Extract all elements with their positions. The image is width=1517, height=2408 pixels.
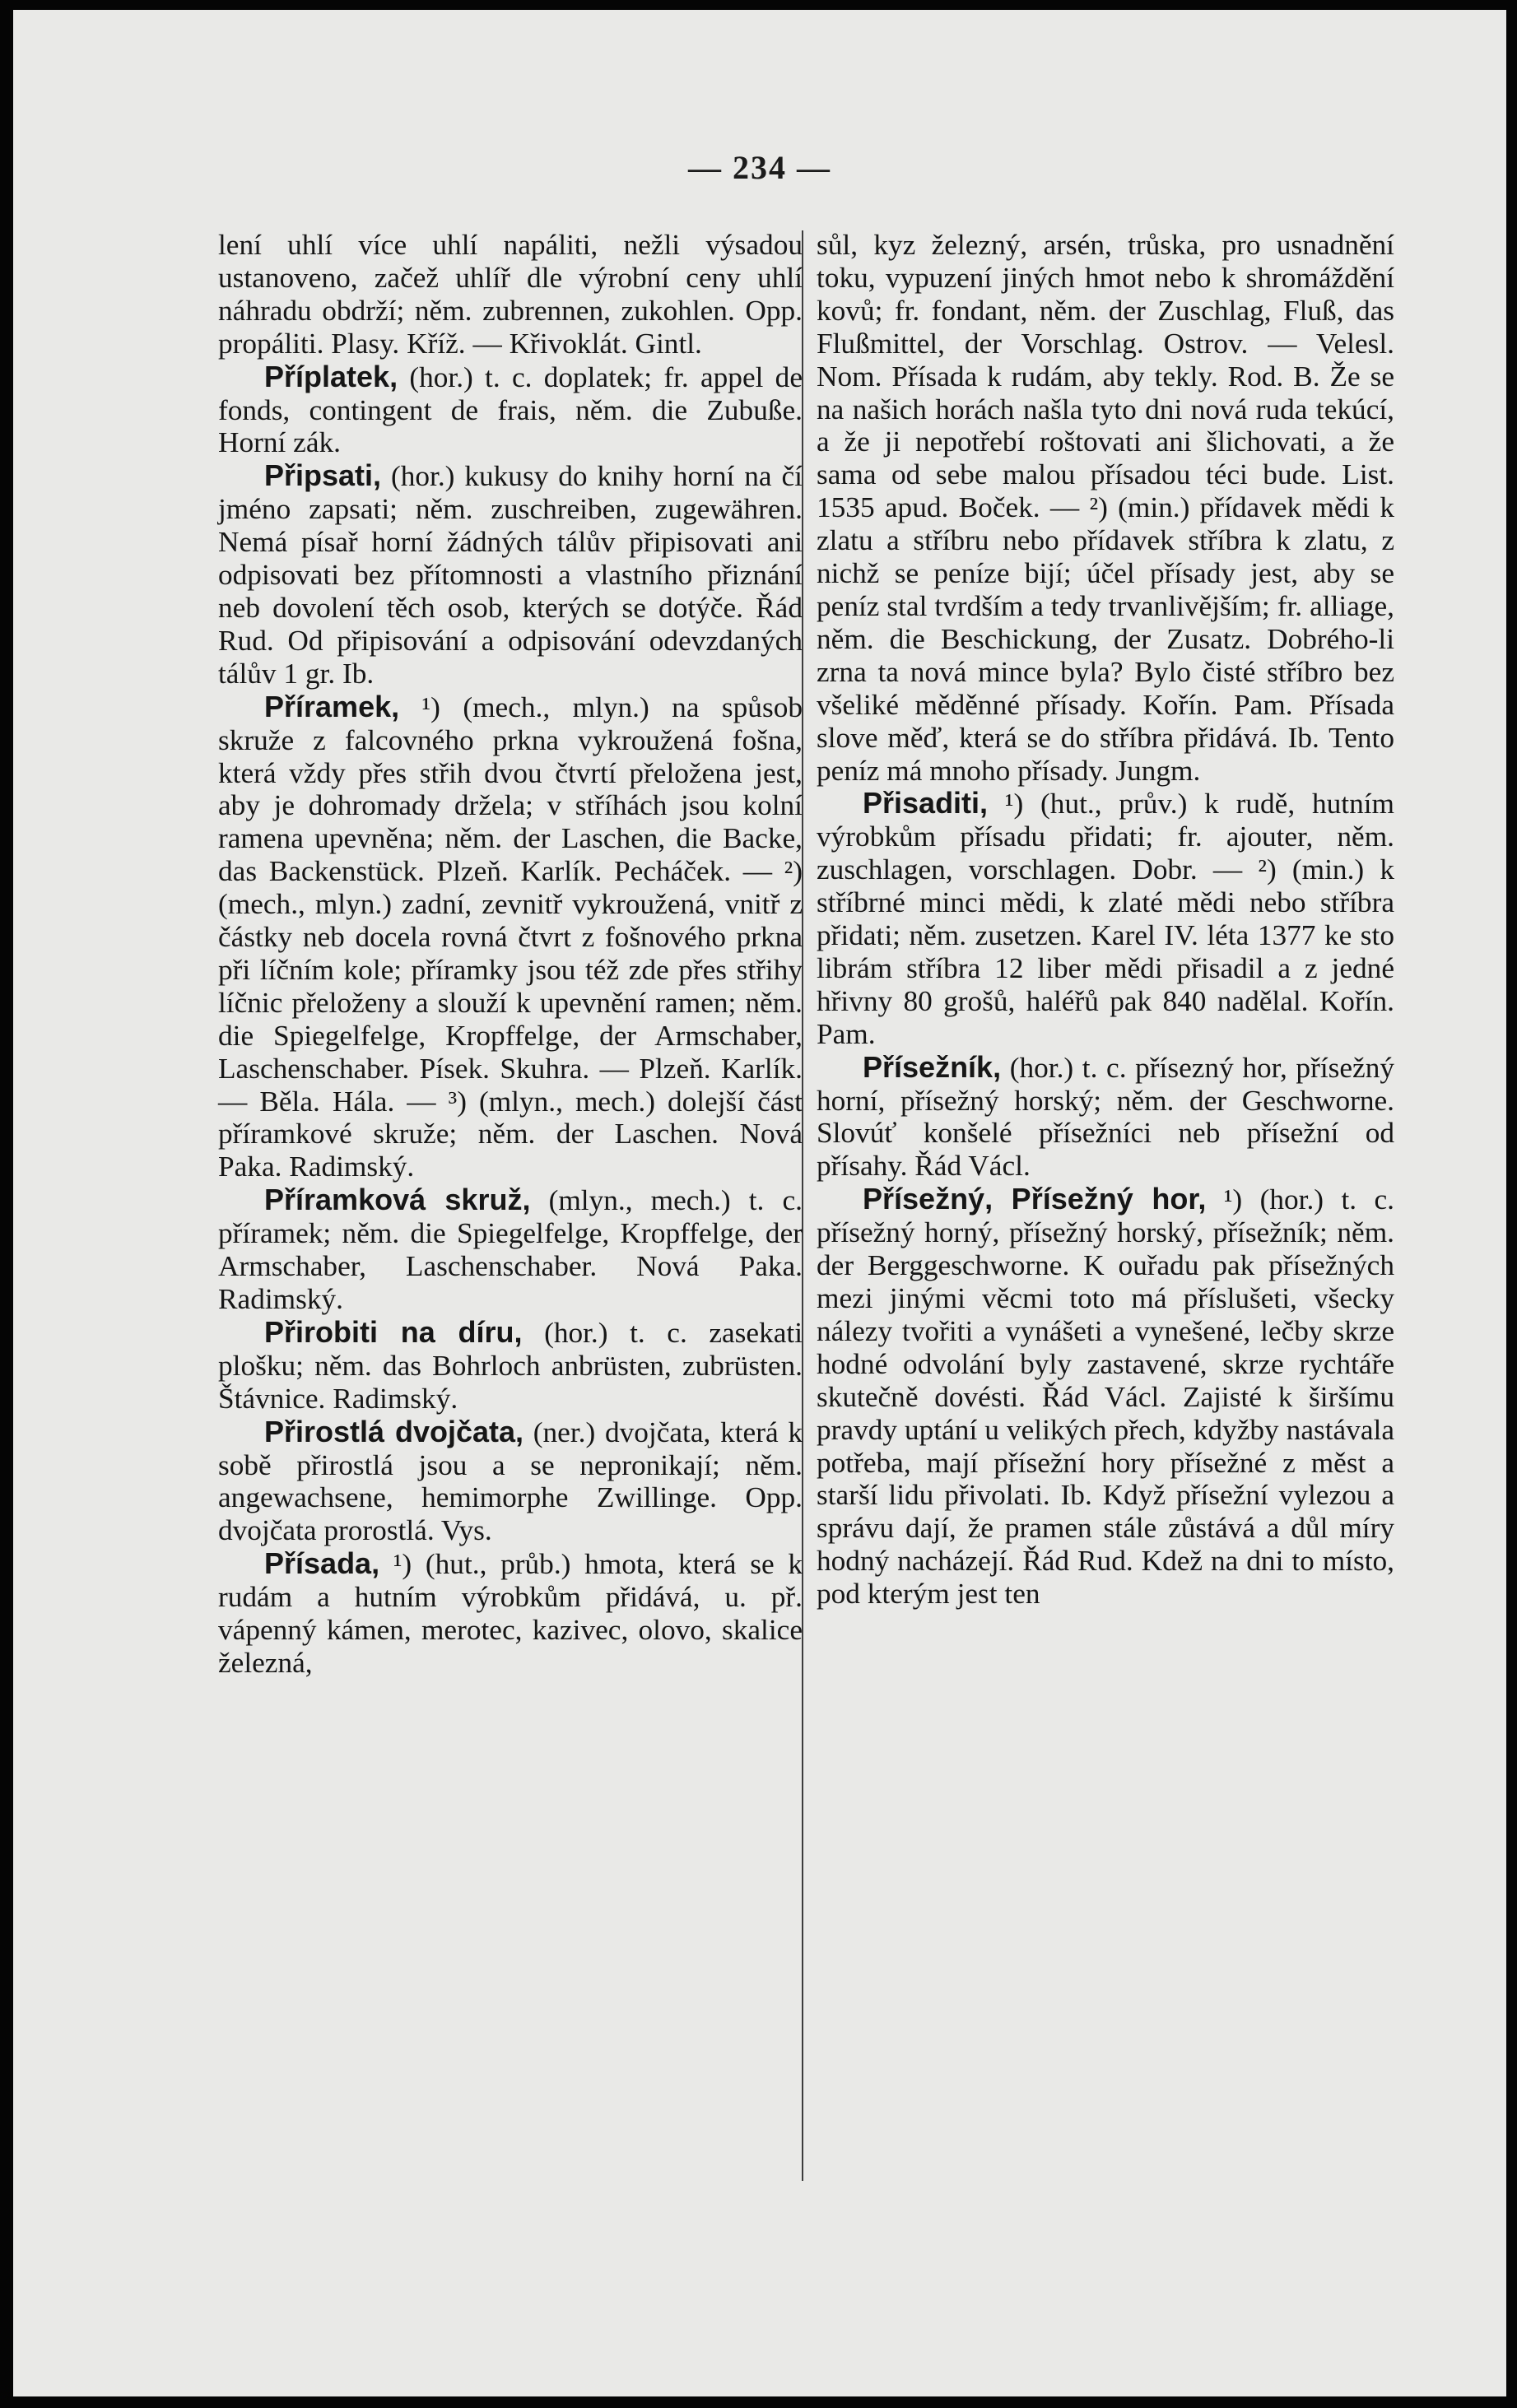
entry-text: (hor.) t. c. zasekati plošku; něm. das Bohrloch anbrüsten, zubrüsten. Štávnice. Radimský. — [218, 1316, 803, 1415]
headword: Přirostlá dvojčata, — [264, 1414, 524, 1448]
dictionary-entry — [817, 1183, 1394, 1611]
entry-text: (hor.) t. c. doplatek; fr. appel de fonds, contingent de frais, něm. die Zubuße. Horní zák. — [218, 360, 803, 459]
dictionary-entry — [218, 1316, 803, 1416]
left-column — [218, 229, 803, 1680]
headword: Přísežník, — [863, 1049, 1002, 1084]
entry-text: (ner.) dvojčata, která k sobě přirostlá jsou a se nepronikají; něm. angewachsene, hemimorphe Zwillinge. Opp. dvojčata prorostlá. Vys. — [218, 1416, 803, 1547]
headword: Přísada, — [264, 1546, 380, 1581]
dictionary-entry — [817, 229, 1394, 787]
dictionary-entry — [218, 229, 803, 360]
headword: Příramková skruž, — [264, 1183, 531, 1217]
book-page — [13, 10, 1506, 2396]
dictionary-entry — [218, 360, 803, 460]
headword: Přisaditi, — [863, 786, 989, 820]
headword: Připsati, — [264, 458, 382, 493]
entry-text: ¹) (hor.) t. c. přísežný horný, přísežný horský, přísežník; něm. der Berggeschworne. K ouřadu pak přísežných mezi jinými věcmi toto má příslušeti, všecky nálezy tvořiti a vynášeti a vynešené, lečby skrze hodné odvolání byly zastavené, skrze rychtáře skutečně dovésti. Řád Václ. Zajisté k širšímu pravdy uptání u velikých přech, kdyžby nastávala potřeba, mají přísežní hory přísežné z měst a starší lidu přivolati. Ib. Když přísežní vylezou a správu dají, že pramen stále zůstává a důl míry hodný nacházejí. Řád Rud. Kdež na dni to místo, pod kterým jest ten — [817, 1183, 1395, 1611]
headword: Příplatek, — [264, 359, 398, 393]
entry-text: ¹) (hut., prův.) k rudě, hutním výrobkům přísadu přidati; fr. ajouter, něm. zuschlagen, vorschlagen. Dobr. — ²) (min.) k stříbrné minci mědi, k zlaté mědi nebo stříbra přidati; něm. zusetzen. Karel IV. léta 1377 ke sto librám stříbra 12 liber mědi přisadil a z jedné hřivny 80 grošů, haléřů pak 840 nadělal. Kořín. Pam. — [817, 788, 1395, 1050]
entry-text: (hor.) kukusy do knihy horní na čí jméno zapsati; něm. zuschreiben, zugewähren. Nemá písař horní žádných tálův připisovati ani odpisovati bez přítomnosti a vlastního přiznání neb dovolení těch osob, kterých se dotýče. Řád Rud. Od připisování a odpisování odevzdaných tálův 1 gr. Ib. — [218, 460, 803, 690]
dictionary-entry — [218, 459, 803, 690]
headword: Příramek, — [264, 689, 400, 723]
entry-text: (mlyn., mech.) t. c. příramek; něm. die Spiegelfelge, Kropffelge, der Armschaber, Laschenschaber. Nová Paka. Radimský. — [218, 1184, 803, 1315]
entry-text: lení uhlí více uhlí napáliti, nežli výsadou ustanoveno, začež uhlíř dle výrobní ceny uhlí náhradu obdrží; něm. zubrennen, zukohlen. Opp. propáliti. Plasy. Kříž. — Křivoklát. Gintl. — [218, 229, 803, 360]
dictionary-entry — [218, 690, 803, 1184]
dictionary-entry — [817, 1051, 1394, 1183]
headword: Přirobiti na díru, — [264, 1314, 523, 1349]
dictionary-entry — [218, 1547, 803, 1680]
headword: Přísežný, Přísežný hor, — [863, 1182, 1207, 1216]
page-number: — 234 — — [688, 149, 831, 186]
entry-text: ¹) (mech., mlyn.) na spůsob skruže z falcovného prkna vykroužená fošna, která vždy přes střih dvou čtvrtí přeložena jest, aby je dohromady držela; v stříhách jsou kolní ramena upevněna; něm. der Laschen, die Backe, das Backenstück. Plzeň. Karlík. Pecháček. — ²) (mech., mlyn.) zadní, zevnitř vykroužená, vnitř z částky neb docela rovná čtvrt z fošnového prkna při líčním kole; příramky jsou též zde přes střihy líčnic přeloženy a slouží k upevnění ramen; něm. die Spiegelfelge, Kropffelge, der Armschaber, Laschenschaber. Písek. Skuhra. — Plzeň. Karlík. — Běla. Hála. — ³) (mlyn., mech.) dolejší část příramkové skruže; něm. der Laschen. Nová Paka. Radimský. — [218, 690, 803, 1183]
entry-text: ¹) (hut., průb.) hmota, která se k rudám a hutním výrobkům přidává, u. př. vápenný kámen, merotec, kazivec, olovo, skalice železná, — [218, 1548, 803, 1679]
entry-text: (hor.) t. c. přísezný hor, přísežný horní, přísežný horský; něm. der Geschworne. Slovúť konšelé přísežníci neb přísežní od přísahy. Řád Václ. — [817, 1051, 1394, 1183]
dictionary-entry — [218, 1416, 803, 1548]
entry-text: sůl, kyz železný, arsén, trůska, pro usnadnění toku, vypuzení jiných hmot nebo k shromáždění kovů; fr. fondant, něm. der Zuschlag, Fluß, das Flußmittel, der Vorschlag. Ostrov. — Velesl. Nom. Přísada k rudám, aby tekly. Rod. B. Že se na našich horách našla tyto dni nová ruda tekúcí, a že ji nepotřebí roštovati ani šlichovati, a že sama od sebe malou přísadou téci bude. List. 1535 apud. Boček. — ²) (min.) přídavek mědi k zlatu a stříbru nebo přídavek stříbra k zlatu, z nichž se peníze bijí; účel přísady jest, aby se peníz stal tvrdším a tedy trvanlivějším; fr. alliage, něm. die Beschickung, der Zusatz. Dobrého-li zrna ta nová mince byla? Bylo čisté stříbro bez všeliké měděnné přísady. Kořín. Pam. Přísada slove měď, která se do stříbra přidává. Ib. Tento peníz má mnoho přísady. Jungm. — [817, 229, 1394, 787]
right-column — [802, 229, 1394, 1611]
dictionary-entry — [218, 1183, 803, 1316]
dictionary-entry — [817, 787, 1394, 1050]
